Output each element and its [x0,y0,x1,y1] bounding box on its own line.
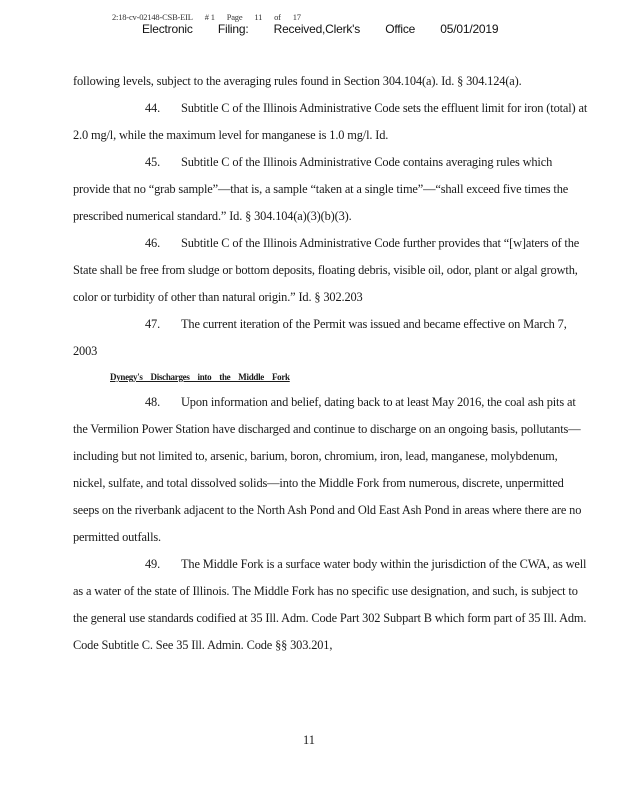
filing-stamp-line [142,22,498,36]
page-number-stamp: 11 [254,12,263,22]
filing-date: 05/01/2019 [440,22,499,36]
paragraph-49 [73,551,589,659]
page-footer-number: 11 [303,733,315,747]
paragraph-47 [73,311,589,365]
office-label: Office [385,22,416,36]
paragraph-number: 47. [145,317,161,331]
received-label: Received,Clerk's [273,22,361,36]
case-stamp-line [112,12,311,22]
paragraph-45 [73,149,589,230]
paragraph-48 [73,389,589,551]
page-label: Page [226,12,243,22]
paragraph-text: Subtitle C of the Illinois Administrative Code sets the effluent limit for iron (total) at 2.0 mg/l, while the maximum level for manganese is 1.0 mg/l. Id. [73,101,588,142]
paragraph-text: Upon information and belief, dating back to at least May 2016, the coal ash pits at the Vermilion Power Station have discharged and continue to discharge on an ongoing basis, pollutants—including but not limited to, arsenic, barium, boron, chromium, iron, lead, manganese, molybdenum, nickel, sulfate, and total dissolved solids—into the Middle Fork from numerous, discrete, unpermitted seeps on the riverbank adjacent to the North Ash Pond and Old East Ash Pond in areas where there are no permitted outfalls. [73,395,582,544]
paragraph-text: Subtitle C of the Illinois Administrative Code contains averaging rules which provide that no “grab sample”—that is, a sample “taken at a single time”—“shall exceed five times the prescribed numerical standard.” Id. § 304.104(a)(3)(b)(3). [73,155,569,223]
paragraph-text: Subtitle C of the Illinois Administrative Code further provides that “[w]aters of the State shall be free from sludge or bottom deposits, floating debris, visible oil, odor, plant or algal growth, color or turbidity of other than natural origin.” Id. § 302.203 [73,236,580,304]
paragraph-text: The Middle Fork is a surface water body within the jurisdiction of the CWA, as well as a water of the state of Illinois. The Middle Fork has no specific use designation, and such, is subject to the general use standards codified at 35 Ill. Adm. Code Part 302 Subpart B which form part of 35 Ill. Adm. Code Subtitle C. See 35 Ill. Admin. Code §§ 303.201, [73,557,587,652]
document-number: # 1 [204,12,215,22]
filing-header [112,12,572,42]
paragraph-46 [73,230,589,311]
case-number: 2:18-cv-02148-CSB-EIL [112,12,193,22]
paragraph-number: 45. [145,155,161,169]
total-pages: 17 [292,12,301,22]
continuation-paragraph: following levels, subject to the averaging rules found in Section 304.104(a). Id. § 304.124(a). [73,74,522,88]
paragraph-text: The current iteration of the Permit was issued and became effective on March 7, 2003 [73,317,567,358]
document-body [73,68,589,659]
paragraph-number: 44. [145,101,161,115]
paragraph-number: 46. [145,236,161,250]
electronic-label: Electronic [142,22,193,36]
paragraph-number: 49. [145,557,161,571]
paragraph-number: 48. [145,395,161,409]
of-label: of [274,12,281,22]
filing-label: Filing: [217,22,249,36]
section-subheading: Dynegy's Discharges into the Middle Fork [110,372,290,382]
paragraph-44 [73,95,589,149]
